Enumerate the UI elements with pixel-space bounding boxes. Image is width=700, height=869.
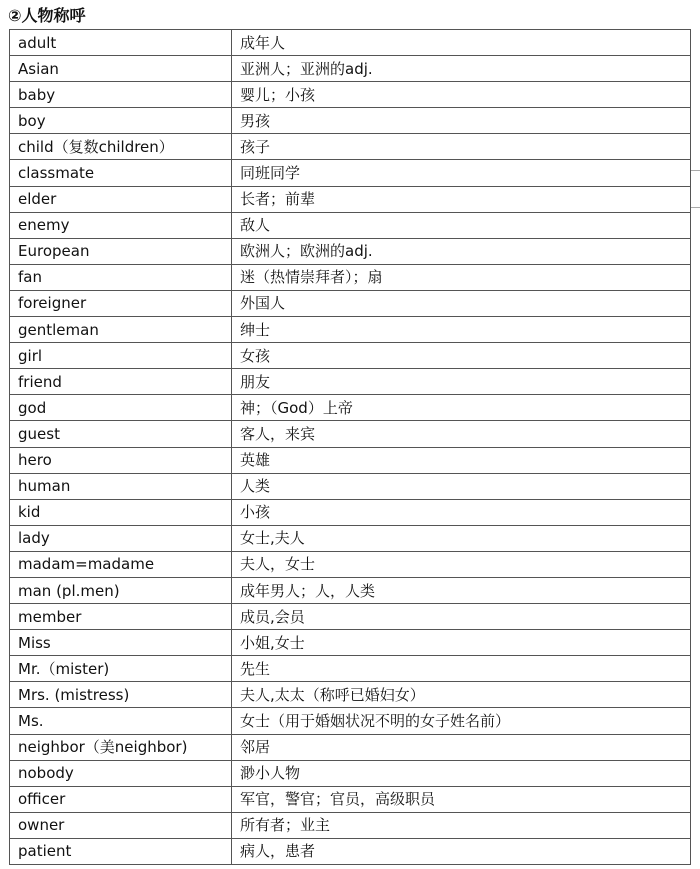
chinese-meaning-cell: 先生 bbox=[232, 656, 691, 682]
chinese-meaning-cell: 成年人 bbox=[232, 30, 691, 56]
english-word-cell: baby bbox=[10, 82, 232, 108]
chinese-meaning-cell: 英雄 bbox=[232, 447, 691, 473]
chinese-meaning-cell: 成年男人；人，人类 bbox=[232, 577, 691, 603]
english-word-cell: child（复数children） bbox=[10, 134, 232, 160]
table-row bbox=[10, 317, 691, 343]
english-word-cell: Mrs. (mistress) bbox=[10, 682, 232, 708]
chinese-meaning-cell: 孩子 bbox=[232, 134, 691, 160]
english-word-cell: Ms. bbox=[10, 708, 232, 734]
table-row bbox=[10, 160, 691, 186]
chinese-meaning-cell: 渺小人物 bbox=[232, 760, 691, 786]
table-row bbox=[10, 421, 691, 447]
table-row bbox=[10, 134, 691, 160]
table-row bbox=[10, 786, 691, 812]
chinese-meaning-cell: 外国人 bbox=[232, 290, 691, 316]
table-row bbox=[10, 212, 691, 238]
table-row bbox=[10, 447, 691, 473]
chinese-meaning-cell: 迷（热情崇拜者）；扇 bbox=[232, 264, 691, 290]
table-row bbox=[10, 838, 691, 864]
english-word-cell: Miss bbox=[10, 630, 232, 656]
table-row bbox=[10, 369, 691, 395]
english-word-cell: Mr.（mister) bbox=[10, 656, 232, 682]
table-row bbox=[10, 343, 691, 369]
chinese-meaning-cell: 夫人,太太（称呼已婚妇女） bbox=[232, 682, 691, 708]
table-row bbox=[10, 264, 691, 290]
chinese-meaning-cell: 所有者；业主 bbox=[232, 812, 691, 838]
english-word-cell: neighbor（美neighbor) bbox=[10, 734, 232, 760]
table-row bbox=[10, 82, 691, 108]
section-heading: ②人物称呼 bbox=[8, 6, 86, 25]
english-word-cell: owner bbox=[10, 812, 232, 838]
english-word-cell: nobody bbox=[10, 760, 232, 786]
chinese-meaning-cell: 男孩 bbox=[232, 108, 691, 134]
chinese-meaning-cell: 女孩 bbox=[232, 343, 691, 369]
english-word-cell: friend bbox=[10, 369, 232, 395]
chinese-meaning-cell: 小孩 bbox=[232, 499, 691, 525]
table-row bbox=[10, 708, 691, 734]
chinese-meaning-cell: 军官，警官；官员，高级职员 bbox=[232, 786, 691, 812]
table-row bbox=[10, 577, 691, 603]
table-row bbox=[10, 395, 691, 421]
english-word-cell: kid bbox=[10, 499, 232, 525]
table-row bbox=[10, 525, 691, 551]
english-word-cell: enemy bbox=[10, 212, 232, 238]
vocabulary-table-body bbox=[10, 30, 691, 865]
chinese-meaning-cell: 神；（God）上帝 bbox=[232, 395, 691, 421]
chinese-meaning-cell: 人类 bbox=[232, 473, 691, 499]
chinese-meaning-cell: 夫人，女士 bbox=[232, 551, 691, 577]
chinese-meaning-cell: 同班同学 bbox=[232, 160, 691, 186]
english-word-cell: European bbox=[10, 238, 232, 264]
english-word-cell: madam=madame bbox=[10, 551, 232, 577]
english-word-cell: Asian bbox=[10, 56, 232, 82]
table-row bbox=[10, 186, 691, 212]
english-word-cell: gentleman bbox=[10, 317, 232, 343]
chinese-meaning-cell: 客人，来宾 bbox=[232, 421, 691, 447]
english-word-cell: foreigner bbox=[10, 290, 232, 316]
page-edge-divider bbox=[691, 170, 700, 208]
chinese-meaning-cell: 长者；前辈 bbox=[232, 186, 691, 212]
chinese-meaning-cell: 敌人 bbox=[232, 212, 691, 238]
english-word-cell: god bbox=[10, 395, 232, 421]
chinese-meaning-cell: 女士（用于婚姻状况不明的女子姓名前） bbox=[232, 708, 691, 734]
vocabulary-table bbox=[9, 29, 691, 865]
english-word-cell: man (pl.men) bbox=[10, 577, 232, 603]
table-row bbox=[10, 630, 691, 656]
table-row bbox=[10, 238, 691, 264]
table-row bbox=[10, 56, 691, 82]
chinese-meaning-cell: 病人，患者 bbox=[232, 838, 691, 864]
english-word-cell: lady bbox=[10, 525, 232, 551]
english-word-cell: boy bbox=[10, 108, 232, 134]
chinese-meaning-cell: 成员,会员 bbox=[232, 604, 691, 630]
english-word-cell: guest bbox=[10, 421, 232, 447]
english-word-cell: girl bbox=[10, 343, 232, 369]
english-word-cell: elder bbox=[10, 186, 232, 212]
chinese-meaning-cell: 女士,夫人 bbox=[232, 525, 691, 551]
table-row bbox=[10, 290, 691, 316]
english-word-cell: classmate bbox=[10, 160, 232, 186]
english-word-cell: hero bbox=[10, 447, 232, 473]
table-row bbox=[10, 551, 691, 577]
english-word-cell: officer bbox=[10, 786, 232, 812]
english-word-cell: member bbox=[10, 604, 232, 630]
chinese-meaning-cell: 亚洲人；亚洲的adj. bbox=[232, 56, 691, 82]
chinese-meaning-cell: 邻居 bbox=[232, 734, 691, 760]
table-row bbox=[10, 760, 691, 786]
english-word-cell: fan bbox=[10, 264, 232, 290]
table-row bbox=[10, 499, 691, 525]
table-row bbox=[10, 604, 691, 630]
chinese-meaning-cell: 朋友 bbox=[232, 369, 691, 395]
english-word-cell: patient bbox=[10, 838, 232, 864]
table-row bbox=[10, 656, 691, 682]
chinese-meaning-cell: 绅士 bbox=[232, 317, 691, 343]
chinese-meaning-cell: 欧洲人；欧洲的adj. bbox=[232, 238, 691, 264]
english-word-cell: human bbox=[10, 473, 232, 499]
table-row bbox=[10, 734, 691, 760]
table-row bbox=[10, 682, 691, 708]
table-row bbox=[10, 108, 691, 134]
table-row bbox=[10, 30, 691, 56]
chinese-meaning-cell: 婴儿；小孩 bbox=[232, 82, 691, 108]
table-row bbox=[10, 473, 691, 499]
chinese-meaning-cell: 小姐,女士 bbox=[232, 630, 691, 656]
english-word-cell: adult bbox=[10, 30, 232, 56]
table-row bbox=[10, 812, 691, 838]
